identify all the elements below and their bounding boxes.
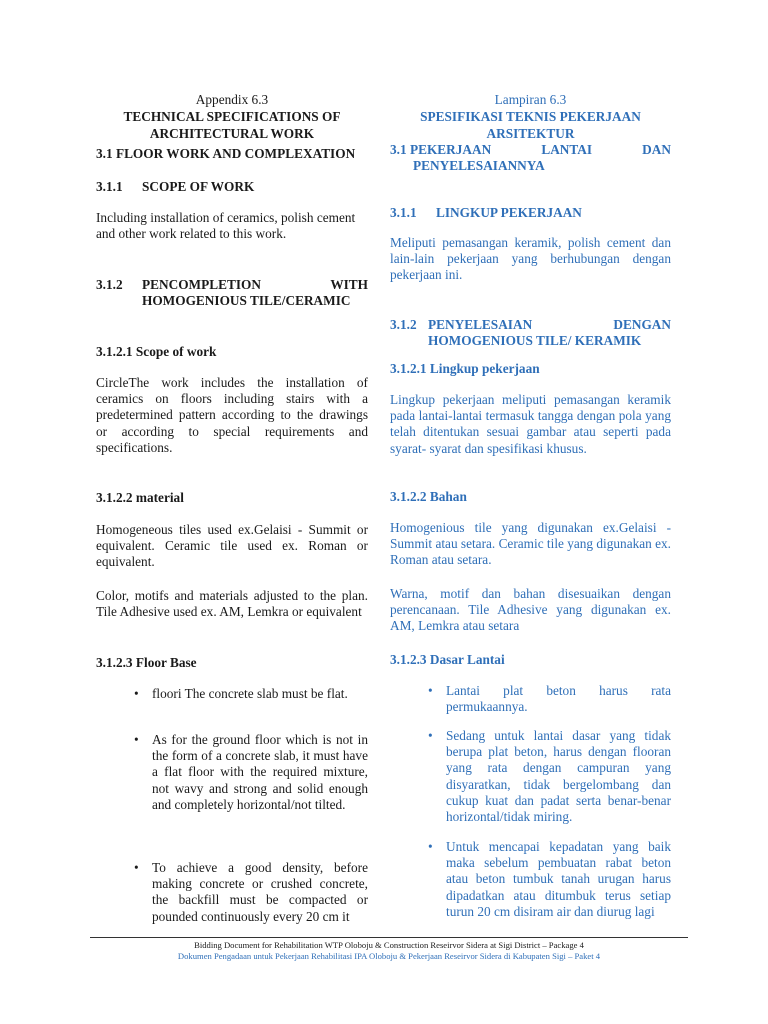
list-item: • To achieve a good density, before making concrete or crushed concrete, the backfill must be compacted or pounded continuously every 20 cm it — [134, 860, 368, 925]
doc-title-line2: ARSITEKTUR — [486, 126, 575, 141]
list-item: • Untuk mencapai kepadatan yang baik maka sebelum pembuatan rabat beton atau beton tumbuk tanah urugan harus dipadatkan atau ditumbuk terus setiap turun 20 cm disiram air dan diurug lagi — [428, 839, 671, 920]
section-number: 3.1.2 — [390, 317, 417, 332]
section-title-line2: PENYELESAIANNYA — [413, 158, 545, 174]
section-title-part: WITH — [330, 277, 368, 292]
section-3-1-2-1-body: CircleThe work includes the installation of ceramics on floors including stairs with a predetermined pattern according to the drawings or according to special requirements and specifications. — [96, 375, 368, 455]
section-title-part: PENCOMPLETION — [142, 277, 261, 292]
section-number: 3.1 — [390, 142, 407, 157]
section-3-1-2-1-heading: 3.1.2.1 Lingkup pekerjaan — [390, 361, 540, 376]
section-3-1-2-1-heading: 3.1.2.1 Scope of work — [96, 344, 217, 359]
section-number: 3.1.2 — [96, 277, 123, 292]
list-item: • Lantai plat beton harus rata permukaannya. — [428, 683, 671, 715]
section-3-1-1-body: Including installation of ceramics, polish cement and other work related to this work. — [96, 210, 356, 242]
section-number: 3.1.1 — [390, 205, 417, 220]
section-title: SCOPE OF WORK — [142, 179, 255, 194]
section-title-part: DENGAN — [613, 317, 671, 332]
footer-english: Bidding Document for Rehabilitation WTP Oloboju & Construction Reseirvor Sidera at Sigi District – Package 4 — [194, 940, 584, 950]
section-3-1-2-2-body1: Homogenious tile yang digunakan ex.Gelaisi - Summit atau setara. Ceramic tile yang digunakan ex. Roman atau setara. — [390, 520, 671, 568]
doc-title-line1: TECHNICAL SPECIFICATIONS OF — [123, 109, 341, 124]
section-3-1-2-1-body: Lingkup pekerjaan meliputi pemasangan keramik pada lantai-lantai termasuk tangga dengan pola yang telah ditentukan sesuai gambar atau seperti pada syarat- syarat dan spesifikasi khusus. — [390, 392, 671, 456]
section-3-1-heading — [390, 142, 671, 174]
section-title: LINGKUP PEKERJAAN — [436, 205, 582, 220]
section-3-1-2-heading — [390, 317, 671, 349]
footer-indonesian: Dokumen Pengadaan untuk Pekerjaan Rehabilitasi IPA Oloboju & Pekerjaan Reseirvor Sidera di Kabupaten Sigi – Paket 4 — [177, 951, 601, 961]
section-3-1-2-2-body2: Color, motifs and materials adjusted to the plan. Tile Adhesive used ex. AM, Lemkra or equivalent — [96, 588, 368, 620]
lampiran-label: Lampiran 6.3 — [494, 92, 567, 107]
section-title-part: PEKERJAAN — [409, 142, 492, 157]
section-title-part: LANTAI — [541, 142, 593, 157]
page-footer — [90, 937, 688, 962]
list-item: • floori The concrete slab must be flat. — [134, 686, 368, 702]
section-title-line2: HOMOGENIOUS TILE/CERAMIC — [142, 293, 351, 309]
appendix-label: Appendix 6.3 — [195, 92, 269, 107]
section-3-1-2-3-heading: 3.1.2.3 Floor Base — [96, 655, 197, 670]
list-item: • Sedang untuk lantai dasar yang tidak berupa plat beton, harus dengan flooran yang rata dengan campuran yang disyaratkan, tidak bergelombang dan cukup kuat dan padat serta benar-benar horizontal/tidak miring. — [428, 728, 671, 825]
list-item: • As for the ground floor which is not in the form of a concrete slab, it must have a flat floor with the required mixture, not wavy and strong and solid enough and completely horizontal/not tilted. — [134, 732, 368, 813]
section-title-part: DAN — [642, 142, 671, 157]
section-3-1-1-heading — [96, 179, 368, 195]
section-3-1-2-2-body1: Homogeneous tiles used ex.Gelaisi - Summit or equivalent. Ceramic tile used ex. Roman or equivalent. — [96, 522, 368, 570]
section-3-1-2-2-heading: 3.1.2.2 Bahan — [390, 489, 467, 504]
section-title-part: PENYELESAIAN — [428, 317, 533, 332]
section-3-1-1-heading — [390, 205, 671, 221]
doc-title-line2: ARCHITECTURAL WORK — [149, 126, 315, 141]
section-3-1-2-2-body2: Warna, motif dan bahan disesuaikan dengan perencanaan. Tile Adhesive yang digunakan ex. AM, Lemkra atau setara — [390, 586, 671, 634]
section-3-1-2-heading — [96, 277, 368, 309]
section-title-line2: HOMOGENIOUS TILE/ KERAMIK — [428, 333, 642, 349]
section-number: 3.1.1 — [96, 179, 123, 194]
section-3-1-heading: 3.1 FLOOR WORK AND COMPLEXATION — [96, 146, 356, 161]
doc-title-line1: SPESIFIKASI TEKNIS PEKERJAAN — [420, 109, 641, 124]
section-3-1-2-2-heading: 3.1.2.2 material — [96, 490, 184, 505]
section-3-1-2-3-heading: 3.1.2.3 Dasar Lantai — [390, 652, 505, 667]
section-3-1-1-body: Meliputi pemasangan keramik, polish cement dan lain-lain pekerjaan yang berhubungan dengan pekerjaan ini. — [390, 235, 671, 283]
